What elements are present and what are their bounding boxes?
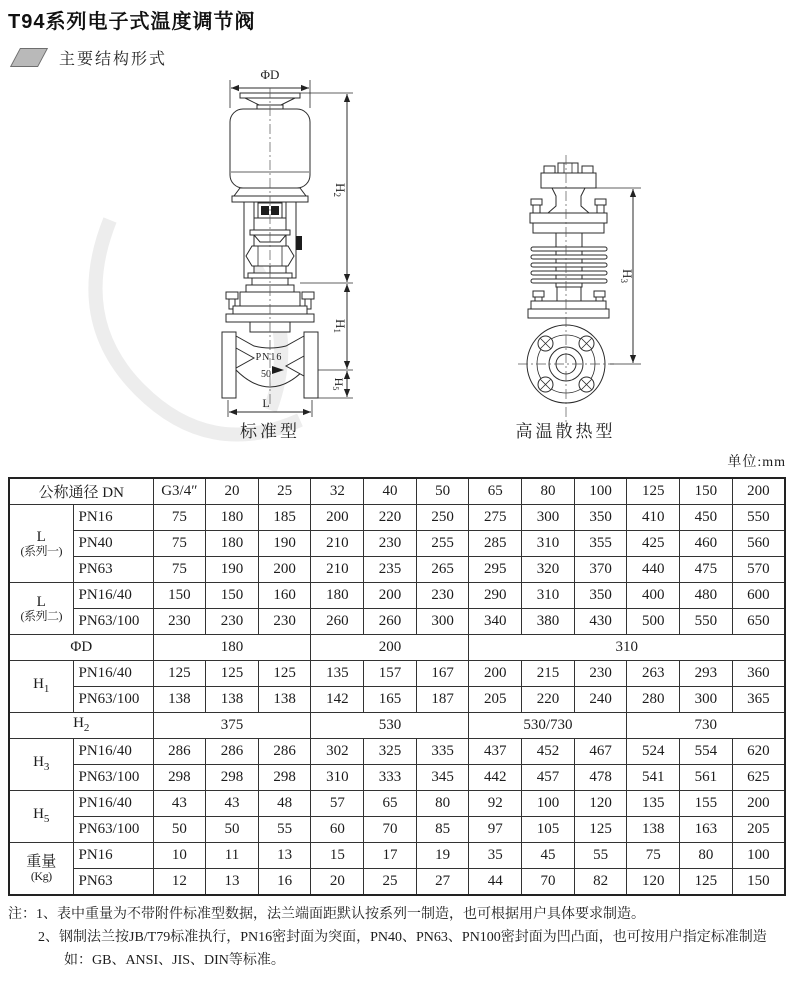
row-group-label xyxy=(9,661,73,713)
table-cell: 333 xyxy=(364,765,417,791)
table-cell: 310 xyxy=(522,583,575,609)
table-cell: 55 xyxy=(258,817,311,843)
caption-standard-type: 标准型 xyxy=(240,422,300,441)
dim-label-l: L xyxy=(262,396,270,410)
table-cell: 340 xyxy=(469,609,522,635)
table-cell: 200 xyxy=(469,661,522,687)
group-label-text: H xyxy=(33,675,44,692)
table-row xyxy=(9,739,785,765)
column-header: 150 xyxy=(680,478,733,505)
table-cell: 380 xyxy=(522,609,575,635)
row-group-label xyxy=(9,713,153,739)
group-label-text: ΦD xyxy=(70,639,93,655)
column-header: 20 xyxy=(206,478,259,505)
pn-label-cell: PN16/40 xyxy=(73,661,153,687)
table-row xyxy=(9,843,785,869)
table-row xyxy=(9,609,785,635)
table-cell: 467 xyxy=(574,739,627,765)
table-cell: 570 xyxy=(732,557,785,583)
table-cell: 425 xyxy=(627,531,680,557)
dim-label-h5: H5 xyxy=(331,377,346,391)
table-cell: 200 xyxy=(364,583,417,609)
table-cell: 17 xyxy=(364,843,417,869)
table-cell: 452 xyxy=(522,739,575,765)
table-cell: 230 xyxy=(206,609,259,635)
table-cell: 190 xyxy=(258,531,311,557)
table-cell: 210 xyxy=(311,557,364,583)
table-cell: 280 xyxy=(627,687,680,713)
table-cell: 180 xyxy=(206,531,259,557)
table-cell: 75 xyxy=(627,843,680,869)
table-cell: 120 xyxy=(627,869,680,896)
table-cell: 157 xyxy=(364,661,417,687)
table-head xyxy=(9,478,785,505)
table-cell: 290 xyxy=(469,583,522,609)
table-cell: 365 xyxy=(732,687,785,713)
table-cell: 187 xyxy=(416,687,469,713)
column-header: 40 xyxy=(364,478,417,505)
table-cell: 150 xyxy=(732,869,785,896)
table-cell: 15 xyxy=(311,843,364,869)
table-cell: 205 xyxy=(469,687,522,713)
column-header: 50 xyxy=(416,478,469,505)
table-cell: 230 xyxy=(258,609,311,635)
row-group-label xyxy=(9,739,73,791)
table-cell: 450 xyxy=(680,505,733,531)
footnote-line: 如：GB、ANSI、JIS、DIN等标准。 xyxy=(64,953,285,968)
row-group-label xyxy=(9,635,153,661)
group-label-note: (系列二) xyxy=(20,608,62,623)
column-header: 65 xyxy=(469,478,522,505)
table-cell: 125 xyxy=(680,869,733,896)
group-label-note: (系列一) xyxy=(20,543,62,558)
table-cell: 260 xyxy=(364,609,417,635)
table-cell: 125 xyxy=(574,817,627,843)
table-cell: 730 xyxy=(627,713,785,739)
table-cell: 286 xyxy=(153,739,206,765)
group-label-note: (Kg) xyxy=(30,868,52,883)
table-cell: 310 xyxy=(522,531,575,557)
table-cell: 135 xyxy=(311,661,364,687)
table-cell: 325 xyxy=(364,739,417,765)
pn-label-cell: PN63/100 xyxy=(73,687,153,713)
table-cell: 298 xyxy=(258,765,311,791)
table-cell: 410 xyxy=(627,505,680,531)
table-cell: 263 xyxy=(627,661,680,687)
table-cell: 80 xyxy=(416,791,469,817)
table-cell: 138 xyxy=(258,687,311,713)
table-cell: 135 xyxy=(627,791,680,817)
table-row xyxy=(9,635,785,661)
row-group-label xyxy=(9,791,73,843)
table-cell: 125 xyxy=(153,661,206,687)
table-cell: 75 xyxy=(153,557,206,583)
body-marking-pn16: PN16 xyxy=(255,352,283,363)
table-cell: 180 xyxy=(311,583,364,609)
footnote-line: 注：1、表中重量为不带附件标准型数据，法兰端面距默认按系列一制造，也可根据用户具体要求制造。 xyxy=(8,907,645,922)
table-cell: 230 xyxy=(364,531,417,557)
table-row xyxy=(9,531,785,557)
table-cell: 286 xyxy=(258,739,311,765)
pn-label-cell: PN63 xyxy=(73,557,153,583)
column-header: 32 xyxy=(311,478,364,505)
table-cell: 500 xyxy=(627,609,680,635)
table-cell: 105 xyxy=(522,817,575,843)
table-cell: 43 xyxy=(206,791,259,817)
table-cell: 437 xyxy=(469,739,522,765)
table-cell: 163 xyxy=(680,817,733,843)
table-row xyxy=(9,583,785,609)
pn-label-cell: PN16 xyxy=(73,843,153,869)
table-cell: 20 xyxy=(311,869,364,896)
table-cell: 375 xyxy=(153,713,311,739)
pn-label-cell: PN16/40 xyxy=(73,739,153,765)
table-cell: 92 xyxy=(469,791,522,817)
column-header: 100 xyxy=(574,478,627,505)
group-label-sub: 3 xyxy=(43,760,50,773)
table-cell: 50 xyxy=(153,817,206,843)
footnote-line: 2、钢制法兰按JB/T79标准执行，PN16密封面为突面，PN40、PN63、PN100密封面为凹凸面，也可按用户指定标准制造 xyxy=(38,930,767,945)
group-label-sub: 1 xyxy=(43,682,50,695)
table-cell: 155 xyxy=(680,791,733,817)
table-cell: 16 xyxy=(258,869,311,896)
row-group-label xyxy=(9,843,73,896)
table-cell: 360 xyxy=(732,661,785,687)
table-row xyxy=(9,869,785,896)
table-row xyxy=(9,505,785,531)
table-cell: 210 xyxy=(311,531,364,557)
table-cell: 138 xyxy=(206,687,259,713)
pn-label-cell: PN63 xyxy=(73,869,153,896)
table-body xyxy=(9,505,785,896)
group-label-sub: 2 xyxy=(83,721,90,734)
group-label-text: H xyxy=(33,753,44,770)
table-cell: 550 xyxy=(680,609,733,635)
table-cell: 620 xyxy=(732,739,785,765)
table-cell: 19 xyxy=(416,843,469,869)
table-cell: 285 xyxy=(469,531,522,557)
row-group-label xyxy=(9,583,73,635)
table-cell: 165 xyxy=(364,687,417,713)
table-cell: 310 xyxy=(311,765,364,791)
table-cell: 370 xyxy=(574,557,627,583)
column-header: G3/4″ xyxy=(153,478,206,505)
table-cell: 120 xyxy=(574,791,627,817)
table-cell: 350 xyxy=(574,583,627,609)
column-header: 25 xyxy=(258,478,311,505)
table-cell: 302 xyxy=(311,739,364,765)
table-cell: 12 xyxy=(153,869,206,896)
table-cell: 100 xyxy=(732,843,785,869)
table-cell: 25 xyxy=(364,869,417,896)
table-cell: 480 xyxy=(680,583,733,609)
table-cell: 260 xyxy=(311,609,364,635)
table-cell: 250 xyxy=(416,505,469,531)
table-cell: 13 xyxy=(258,843,311,869)
table-row xyxy=(9,687,785,713)
table-cell: 44 xyxy=(469,869,522,896)
table-cell: 560 xyxy=(732,531,785,557)
table-cell: 230 xyxy=(416,583,469,609)
dim-label-phi-d: ΦD xyxy=(260,67,280,82)
table-cell: 200 xyxy=(732,791,785,817)
table-cell: 335 xyxy=(416,739,469,765)
table-cell: 138 xyxy=(627,817,680,843)
pn-label-cell: PN40 xyxy=(73,531,153,557)
table-cell: 310 xyxy=(469,635,785,661)
table-cell: 97 xyxy=(469,817,522,843)
pn-label-cell: PN63/100 xyxy=(73,609,153,635)
table-cell: 255 xyxy=(416,531,469,557)
table-cell: 530 xyxy=(311,713,469,739)
table-row xyxy=(9,557,785,583)
table-cell: 300 xyxy=(680,687,733,713)
pn-label-cell: PN63/100 xyxy=(73,817,153,843)
valve-technical-drawings xyxy=(0,60,800,450)
table-row xyxy=(9,817,785,843)
table-cell: 45 xyxy=(522,843,575,869)
page-title: T94系列电子式温度调节阀 xyxy=(8,11,256,33)
table-cell: 460 xyxy=(680,531,733,557)
table-cell: 85 xyxy=(416,817,469,843)
table-cell: 200 xyxy=(258,557,311,583)
table-cell: 180 xyxy=(153,635,311,661)
section-title: 主要结构形式 xyxy=(59,51,168,68)
dim-label-h3: H3 xyxy=(619,269,635,283)
table-corner-header: 公称通径 DN xyxy=(9,478,153,505)
table-cell: 600 xyxy=(732,583,785,609)
table-cell: 150 xyxy=(206,583,259,609)
table-cell: 430 xyxy=(574,609,627,635)
column-header: 200 xyxy=(732,478,785,505)
table-cell: 350 xyxy=(574,505,627,531)
table-cell: 298 xyxy=(153,765,206,791)
table-row xyxy=(9,661,785,687)
table-row xyxy=(9,713,785,739)
table-cell: 554 xyxy=(680,739,733,765)
group-label-text: L xyxy=(36,528,46,545)
dim-label-h2: H2 xyxy=(332,183,348,197)
table-cell: 475 xyxy=(680,557,733,583)
table-cell: 530/730 xyxy=(469,713,627,739)
table-cell: 65 xyxy=(364,791,417,817)
table-cell: 240 xyxy=(574,687,627,713)
column-header: 80 xyxy=(522,478,575,505)
table-cell: 138 xyxy=(153,687,206,713)
group-label-text: 重量 xyxy=(26,853,57,870)
table-cell: 180 xyxy=(206,505,259,531)
table-cell: 50 xyxy=(206,817,259,843)
table-cell: 142 xyxy=(311,687,364,713)
table-cell: 625 xyxy=(732,765,785,791)
table-cell: 561 xyxy=(680,765,733,791)
table-cell: 400 xyxy=(627,583,680,609)
pn-label-cell: PN16/40 xyxy=(73,791,153,817)
table-cell: 230 xyxy=(574,661,627,687)
caption-high-temp-type: 高温散热型 xyxy=(515,422,616,441)
table-cell: 235 xyxy=(364,557,417,583)
table-cell: 100 xyxy=(522,791,575,817)
table-cell: 167 xyxy=(416,661,469,687)
footnotes xyxy=(8,903,794,972)
table-cell: 27 xyxy=(416,869,469,896)
pn-label-cell: PN16 xyxy=(73,505,153,531)
table-cell: 355 xyxy=(574,531,627,557)
table-cell: 550 xyxy=(732,505,785,531)
table-cell: 60 xyxy=(311,817,364,843)
table-header-row xyxy=(9,478,785,505)
table-cell: 275 xyxy=(469,505,522,531)
table-cell: 265 xyxy=(416,557,469,583)
table-cell: 230 xyxy=(153,609,206,635)
group-label-sub: 5 xyxy=(43,812,50,825)
pn-label-cell: PN63/100 xyxy=(73,765,153,791)
table-cell: 298 xyxy=(206,765,259,791)
table-cell: 80 xyxy=(680,843,733,869)
table-cell: 57 xyxy=(311,791,364,817)
table-cell: 345 xyxy=(416,765,469,791)
table-cell: 293 xyxy=(680,661,733,687)
table-cell: 205 xyxy=(732,817,785,843)
table-cell: 440 xyxy=(627,557,680,583)
row-group-label xyxy=(9,505,73,583)
unit-label: 单位:mm xyxy=(727,455,786,470)
high-temp-type-drawing xyxy=(518,155,641,422)
table-cell: 55 xyxy=(574,843,627,869)
table-cell: 442 xyxy=(469,765,522,791)
table-cell: 70 xyxy=(364,817,417,843)
table-cell: 300 xyxy=(416,609,469,635)
table-cell: 10 xyxy=(153,843,206,869)
table-cell: 200 xyxy=(311,635,469,661)
table-cell: 200 xyxy=(311,505,364,531)
table-cell: 125 xyxy=(258,661,311,687)
table-cell: 82 xyxy=(574,869,627,896)
table-cell: 215 xyxy=(522,661,575,687)
pn-label-cell: PN16/40 xyxy=(73,583,153,609)
table-cell: 478 xyxy=(574,765,627,791)
table-cell: 524 xyxy=(627,739,680,765)
table-cell: 160 xyxy=(258,583,311,609)
table-cell: 13 xyxy=(206,869,259,896)
table-cell: 43 xyxy=(153,791,206,817)
table-row xyxy=(9,791,785,817)
group-label-text: H xyxy=(73,714,84,731)
column-header: 125 xyxy=(627,478,680,505)
table-cell: 75 xyxy=(153,505,206,531)
table-cell: 457 xyxy=(522,765,575,791)
table-cell: 150 xyxy=(153,583,206,609)
group-label-text: H xyxy=(33,805,44,822)
table-cell: 35 xyxy=(469,843,522,869)
table-cell: 220 xyxy=(522,687,575,713)
table-cell: 75 xyxy=(153,531,206,557)
table-cell: 190 xyxy=(206,557,259,583)
table-cell: 125 xyxy=(206,661,259,687)
table-cell: 300 xyxy=(522,505,575,531)
table-cell: 220 xyxy=(364,505,417,531)
table-cell: 650 xyxy=(732,609,785,635)
dim-label-h1: H1 xyxy=(332,319,348,333)
dimensions-table xyxy=(8,477,786,896)
table-row xyxy=(9,765,785,791)
table-cell: 286 xyxy=(206,739,259,765)
table-cell: 320 xyxy=(522,557,575,583)
table-cell: 11 xyxy=(206,843,259,869)
body-marking-dn50: 50 xyxy=(261,369,271,380)
table-cell: 70 xyxy=(522,869,575,896)
table-cell: 185 xyxy=(258,505,311,531)
table-cell: 295 xyxy=(469,557,522,583)
group-label-text: L xyxy=(36,593,46,610)
table-cell: 541 xyxy=(627,765,680,791)
table-cell: 48 xyxy=(258,791,311,817)
